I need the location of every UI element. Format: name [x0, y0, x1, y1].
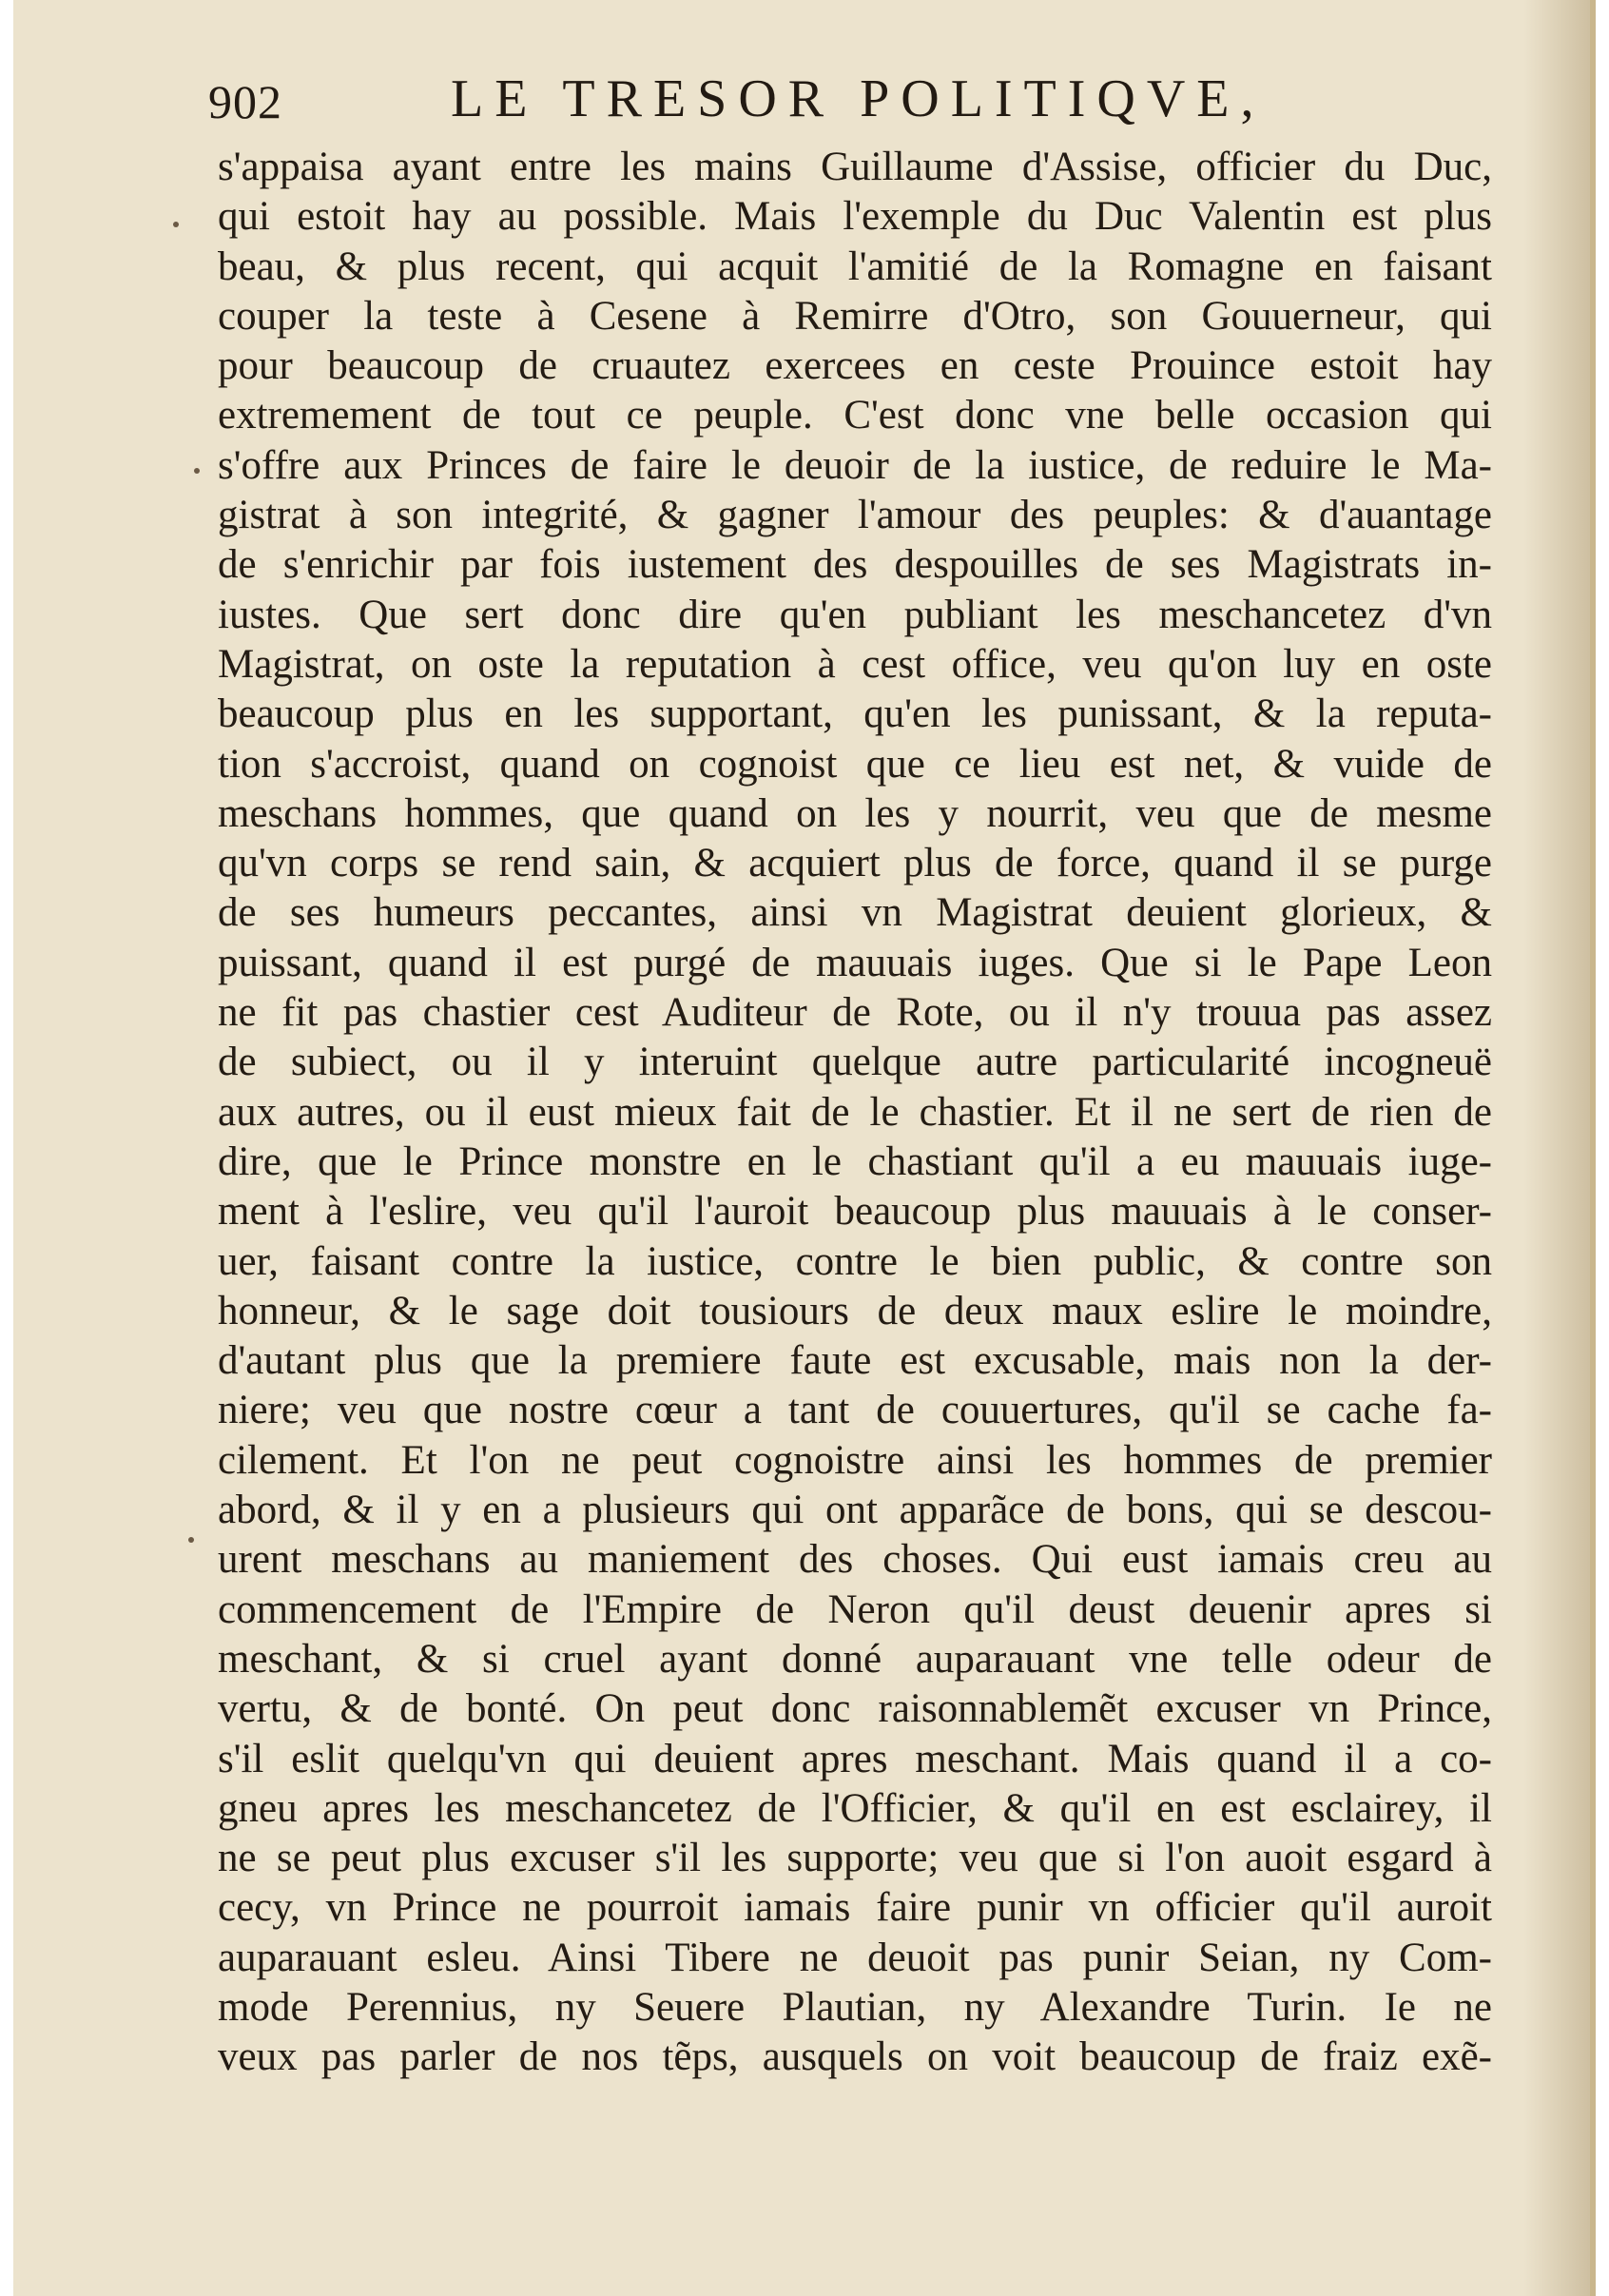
text-line: abord, & il y en a plusieurs qui ont apparãce de bons, qui se descou-	[218, 1488, 1492, 1533]
text-line: s'offre aux Princes de faire le deuoir de la iustice, de reduire le Ma-	[218, 442, 1492, 488]
text-line: puissant, quand il est purgé de mauuais iuges. Que si le Pape Leon	[218, 940, 1492, 985]
text-line: iustes. Que sert donc dire qu'en publiant les meschancetez d'vn	[218, 592, 1492, 637]
page-edge-shadow	[1523, 0, 1590, 2296]
text-line: uer, faisant contre la iustice, contre le bien public, & contre son	[218, 1238, 1492, 1284]
text-line: commencement de l'Empire de Neron qu'il deust deuenir apres si	[218, 1586, 1492, 1632]
text-line: de subiect, ou il y interuint quelque autre particularité incogneuë	[218, 1040, 1492, 1085]
text-line: pour beaucoup de cruautez exercees en ceste Prouince estoit hay	[218, 343, 1492, 389]
text-line: ment à l'eslire, veu qu'il l'auroit beaucoup plus mauuais à le conser-	[218, 1189, 1492, 1235]
text-line: aux autres, ou il eust mieux fait de le chastier. Et il ne sert de rien de	[218, 1089, 1492, 1135]
text-line: dire, que le Prince monstre en le chastiant qu'il a eu mauuais iuge-	[218, 1138, 1492, 1184]
text-line: urent meschans au maniement des choses. Qui eust iamais creu au	[218, 1537, 1492, 1583]
text-line: meschans hommes, que quand on les y nourrit, veu que de mesme	[218, 790, 1492, 836]
text-line: beaucoup plus en les supportant, qu'en les punissant, & la reputa-	[218, 691, 1492, 737]
book-page	[13, 0, 1596, 2296]
text-line: ne fit pas chastier cest Auditeur de Rote, ou il n'y trouua pas assez	[218, 990, 1492, 1036]
text-line: veux pas parler de nos tẽps, ausquels on voit beaucoup de fraiz exẽ-	[218, 2034, 1492, 2080]
text-line: de ses humeurs peccantes, ainsi vn Magistrat deuient glorieux, &	[218, 890, 1492, 936]
text-line: beau, & plus recent, qui acquit l'amitié de la Romagne en faisant	[218, 243, 1492, 289]
text-line: niere; veu que nostre cœur a tant de couuertures, qu'il se cache fa-	[218, 1388, 1492, 1433]
text-line: mode Perennius, ny Seuere Plautian, ny Alexandre Turin. Ie ne	[218, 1984, 1492, 2030]
ink-speck	[188, 1537, 194, 1543]
text-line: s'il eslit quelqu'vn qui deuient apres meschant. Mais quand il a co-	[218, 1736, 1492, 1781]
body-text	[218, 143, 1492, 2083]
ink-speck	[173, 222, 179, 227]
text-line: cilement. Et l'on ne peut cognoistre ainsi les hommes de premier	[218, 1437, 1492, 1483]
text-line: extremement de tout ce peuple. C'est donc vne belle occasion qui	[218, 393, 1492, 438]
ink-speck	[194, 468, 200, 474]
text-line: auparauant esleu. Ainsi Tibere ne deuoit pas punir Seian, ny Com-	[218, 1935, 1492, 1980]
text-line: qui estoit hay au possible. Mais l'exemple du Duc Valentin est plus	[218, 194, 1492, 240]
text-line: ne se peut plus excuser s'il les supporte; veu que si l'on auoit esgard à	[218, 1836, 1492, 1881]
text-line: d'autant plus que la premiere faute est excusable, mais non la der-	[218, 1338, 1492, 1384]
running-title: LE TRESOR POLITIQVE,	[451, 69, 1266, 128]
text-line: qu'vn corps se rend sain, & acquiert plus de force, quand il se purge	[218, 841, 1492, 886]
text-line: Magistrat, on oste la reputation à cest office, veu qu'on luy en oste	[218, 641, 1492, 687]
text-line: vertu, & de bonté. On peut donc raisonnablemẽt excuser vn Prince,	[218, 1686, 1492, 1732]
text-line: gneu apres les meschancetez de l'Officier, & qu'il en est esclairey, il	[218, 1785, 1492, 1831]
text-line: cecy, vn Prince ne pourroit iamais faire punir vn officier qu'il auroit	[218, 1885, 1492, 1931]
text-line: honneur, & le sage doit tousiours de deux maux eslire le moindre,	[218, 1288, 1492, 1333]
page-header	[208, 68, 1330, 145]
text-line: couper la teste à Cesene à Remirre d'Otro, son Gouuerneur, qui	[218, 293, 1492, 339]
page-number: 902	[208, 75, 282, 128]
text-line: tion s'accroist, quand on cognoist que ce lieu est net, & vuide de	[218, 741, 1492, 787]
text-line: meschant, & si cruel ayant donné auparauant vne telle odeur de	[218, 1636, 1492, 1682]
text-line: s'appaisa ayant entre les mains Guillaume d'Assise, officier du Duc,	[218, 145, 1492, 189]
text-line: de s'enrichir par fois iustement des despouilles de ses Magistrats in-	[218, 542, 1492, 588]
text-line: gistrat à son integrité, & gagner l'amour des peuples: & d'auantage	[218, 493, 1492, 538]
